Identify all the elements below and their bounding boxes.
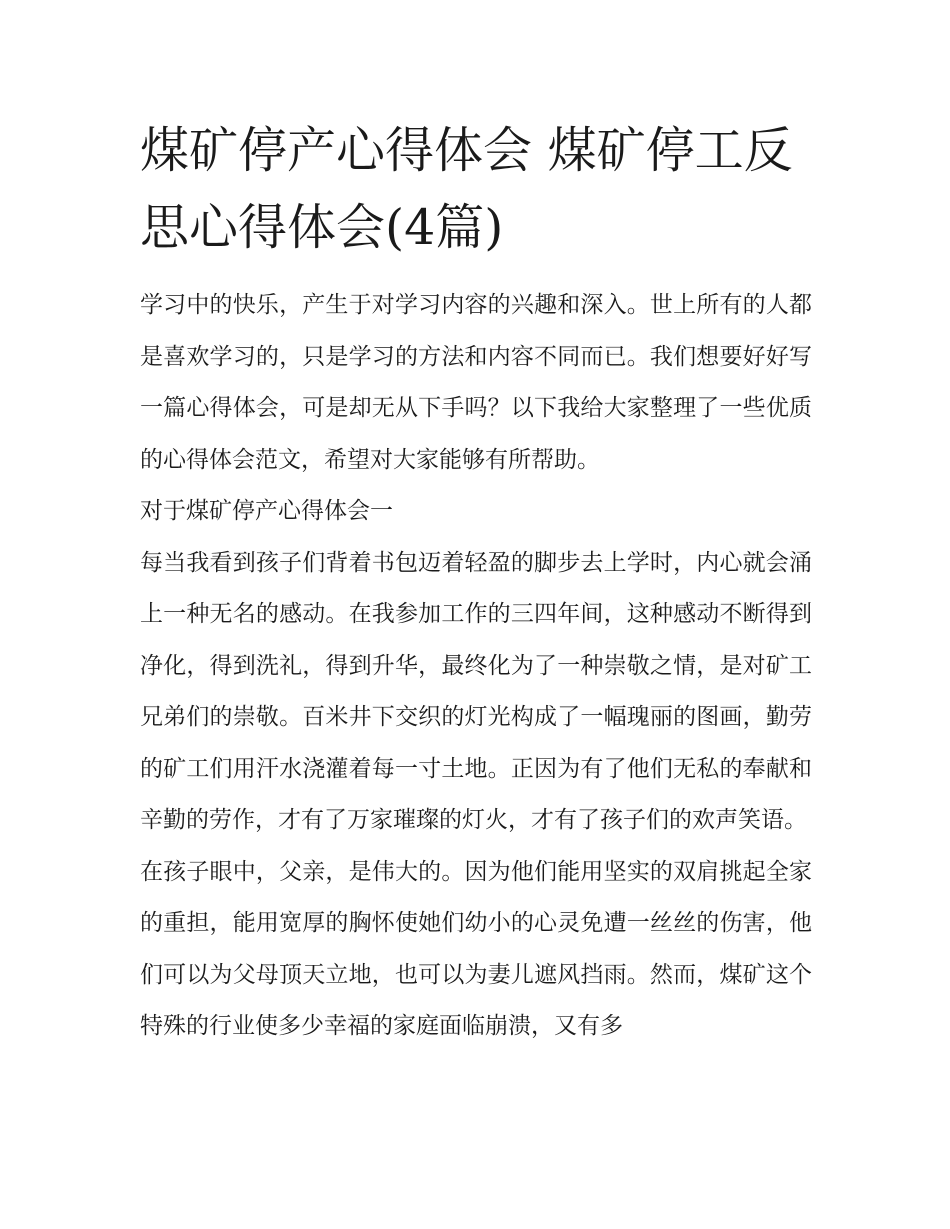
- document-page: [140, 112, 812, 1053]
- body-paragraph-1: 每当我看到孩子们背着书包迈着轻盈的脚步去上学时，内心就会涌上一种无名的感动。在我参加工作的三四年间，这种感动不断得到净化，得到洗礼，得到升华，最终化为了一种崇敬之情，是对矿工兄弟们的崇敬。百米井下交织的灯光构成了一幅瑰丽的图画，勤劳的矿工们用汗水浇灌着每一寸土地。正因为有了他们无私的奉献和辛勤的劳作，才有了万家璀璨的灯火，才有了孩子们的欢声笑语。: [140, 549, 812, 833]
- section-heading: 对于煤矿停产心得体会一: [140, 498, 393, 524]
- body-paragraph-2: 在孩子眼中，父亲，是伟大的。因为他们能用坚实的双肩挑起全家的重担，能用宽厚的胸怀使她们幼小的心灵免遭一丝丝的伤害，他们可以为父母顶天立地，也可以为妻儿遮风挡雨。然而，煤矿这个特殊的行业使多少幸福的家庭面临崩溃，又有多: [140, 858, 812, 1039]
- intro-paragraph: 学习中的快乐，产生于对学习内容的兴趣和深入。世上所有的人都是喜欢学习的，只是学习的方法和内容不同而已。我们想要好好写一篇心得体会，可是却无从下手吗？以下我给大家整理了一些优质的心得体会范文，希望对大家能够有所帮助。: [140, 292, 812, 473]
- document-title: 煤矿停产心得体会 煤矿停工反思心得体会(4篇): [140, 122, 793, 256]
